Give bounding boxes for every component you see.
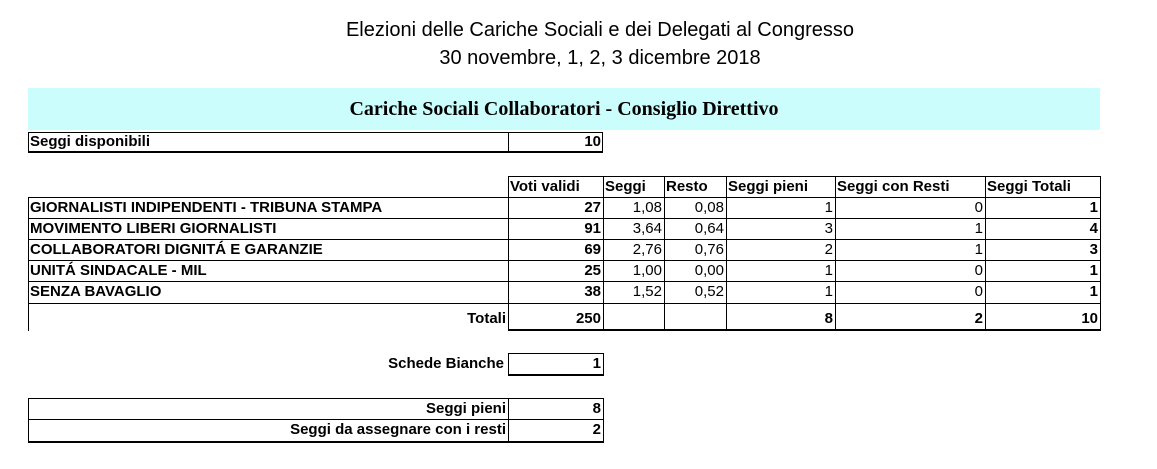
seggi-resti-cell: 0	[974, 199, 983, 216]
votes-cell: 91	[584, 220, 601, 237]
page-header	[0, 16, 1157, 72]
seggi-cell: 3,64	[632, 220, 662, 237]
election-dates: 30 novembre, 1, 2, 3 dicembre 2018	[439, 47, 761, 69]
votes-cell: 27	[584, 199, 601, 216]
col-header-seggi-con-resti: Seggi con Resti	[837, 178, 950, 195]
votes-cell: 25	[584, 262, 601, 279]
col-header-resto: Resto	[666, 178, 708, 195]
seats-available-value: 10	[584, 133, 601, 150]
col-header-voti-validi: Voti validi	[510, 178, 580, 195]
totals-seggi-pieni: 8	[824, 310, 833, 327]
seggi-cell: 2,76	[632, 241, 662, 258]
seggi-cell: 1,08	[632, 199, 662, 216]
votes-cell: 38	[584, 283, 601, 300]
totals-seggi-totali: 10	[1081, 310, 1098, 327]
seggi-totali-cell: 4	[1089, 220, 1098, 237]
seggi-pieni-cell: 1	[824, 283, 833, 300]
totals-label: Totali	[467, 310, 506, 327]
blank-ballots-label: Schede Bianche	[388, 355, 504, 372]
section-title: Cariche Sociali Collaboratori - Consiglio Direttivo	[28, 88, 1100, 130]
col-header-seggi-totali: Seggi Totali	[987, 178, 1071, 195]
summary-full-value: 8	[592, 400, 601, 417]
seggi-pieni-cell: 3	[824, 220, 833, 237]
seggi-resti-cell: 0	[974, 262, 983, 279]
col-header-seggi: Seggi	[605, 178, 646, 195]
seggi-pieni-cell: 2	[824, 241, 833, 258]
resto-cell: 0,76	[694, 241, 724, 258]
totals-votes: 250	[575, 310, 601, 327]
list-name: COLLABORATORI DIGNITÁ E GARANZIE	[30, 241, 323, 258]
seggi-totali-cell: 3	[1089, 241, 1098, 258]
seggi-resti-cell: 1	[974, 220, 983, 237]
seggi-cell: 1,00	[632, 262, 662, 279]
resto-cell: 0,00	[694, 262, 724, 279]
seats-available-label: Seggi disponibili	[30, 133, 150, 150]
seggi-pieni-cell: 1	[824, 262, 833, 279]
seggi-cell: 1,52	[632, 283, 662, 300]
seggi-totali-cell: 1	[1089, 283, 1098, 300]
election-title: Elezioni delle Cariche Sociali e dei Delegati al Congresso	[345, 19, 855, 41]
list-name: UNITÁ SINDACALE - MIL	[30, 262, 207, 279]
seggi-resti-cell: 1	[974, 241, 983, 258]
resto-cell: 0,64	[694, 220, 724, 237]
seggi-totali-cell: 1	[1089, 199, 1098, 216]
totals-seggi-resti: 2	[974, 310, 983, 327]
col-header-seggi-pieni: Seggi pieni	[728, 178, 809, 195]
list-name: GIORNALISTI INDIPENDENTI - TRIBUNA STAMPA	[30, 199, 383, 216]
blank-ballots-value: 1	[592, 355, 601, 372]
summary-full-label: Seggi pieni	[425, 400, 506, 417]
seggi-totali-cell: 1	[1089, 262, 1098, 279]
seggi-resti-cell: 0	[974, 283, 983, 300]
list-name: SENZA BAVAGLIO	[30, 283, 162, 300]
summary-remainder-value: 2	[592, 421, 601, 438]
resto-cell: 0,52	[694, 283, 724, 300]
resto-cell: 0,08	[694, 199, 724, 216]
votes-cell: 69	[584, 241, 601, 258]
summary-remainder-label: Seggi da assegnare con i resti	[290, 421, 506, 438]
seggi-pieni-cell: 1	[824, 199, 833, 216]
list-name: MOVIMENTO LIBERI GIORNALISTI	[30, 220, 277, 237]
